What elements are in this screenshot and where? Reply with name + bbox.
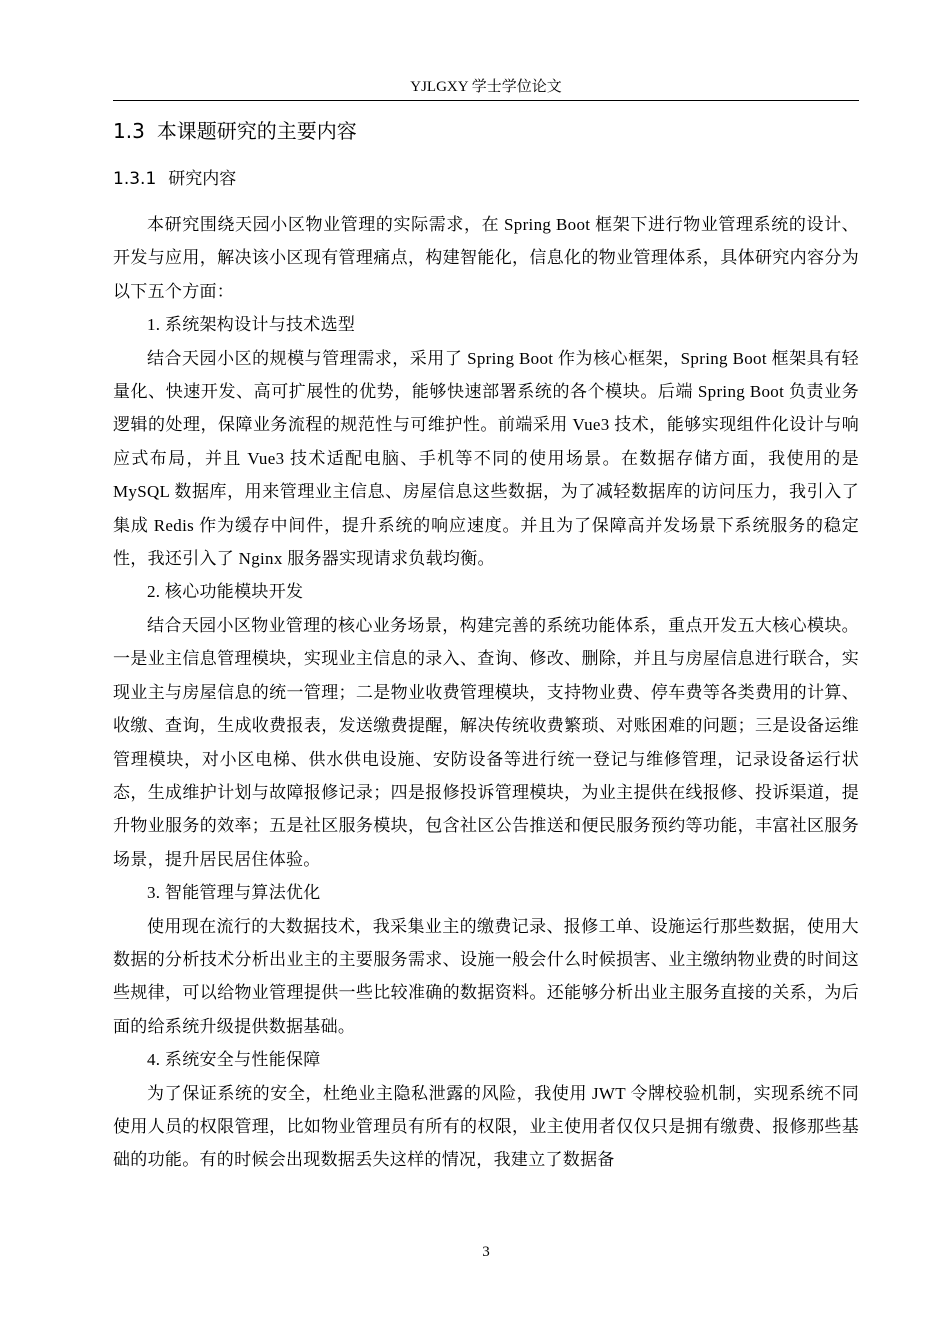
item2-title: 2. 核心功能模块开发 (147, 582, 304, 602)
item4-title: 4. 系统安全与性能保障 (147, 1050, 321, 1070)
section-heading (113, 116, 859, 146)
subsection-number: 1.3.1 (113, 169, 157, 189)
intro-paragraph: 本研究围绕天园小区物业管理的实际需求，在 Spring Boot 框架下进行物业管理系统的设计、开发与应用，解决该小区现有管理痛点，构建智能化，信息化的物业管理体系，具体研究内容分为以下五个方面： (113, 215, 859, 301)
item1-title: 1. 系统架构设计与技术选型 (147, 315, 356, 335)
section-number: 1.3 (113, 119, 145, 143)
item3-title: 3. 智能管理与算法优化 (147, 883, 321, 903)
item3-paragraph: 使用现在流行的大数据技术，我采集业主的缴费记录、报修工单、设施运行那些数据，使用大数据的分析技术分析出业主的主要服务需求、设施一般会什么时候损害、业主缴纳物业费的时间这些规律，可以给物业管理提供一些比较准确的数据资料。还能够分析出业主服务直接的关系，为后面的给系统升级提供数据基础。 (113, 916, 859, 1036)
section-title: 本课题研究的主要内容 (156, 119, 357, 143)
item1-paragraph: 结合天园小区的规模与管理需求，采用了 Spring Boot 作为核心框架，Spring Boot 框架具有轻量化、快速开发、高可扩展性的优势，能够快速部署系统的各个模块。后端 Spring Boot 负责业务逻辑的处理，保障业务流程的规范性与可维护性。前端采用 Vue3 技术，能够实现组件化设计与响应式布局，并且 Vue3 技术适配电脑、手机等不同的使用场景。在数据存储方面，我使用的是 MySQL 数据库，用来管理业主信息、房屋信息这些数据，为了减轻数据库的访问压力，我引入了集成 Redis 作为缓存中间件，提升系统的响应速度。并且为了保障高并发场景下系统服务的稳定性，我还引入了 Nginx 服务器实现请求负载均衡。 (113, 348, 859, 569)
body-text (113, 208, 859, 1177)
running-header: YJLGXY 学士学位论文 (410, 79, 562, 95)
page-content (113, 116, 859, 1177)
item2-paragraph: 结合天园小区物业管理的核心业务场景，构建完善的系统功能体系，重点开发五大核心模块。一是业主信息管理模块，实现业主信息的录入、查询、修改、删除，并且与房屋信息进行联合，实现业主与房屋信息的统一管理；二是物业收费管理模块，支持物业费、停车费等各类费用的计算、收缴、查询，生成收费报表，发送缴费提醒，解决传统收费繁琐、对账困难的问题；三是设备运维管理模块，对小区电梯、供水供电设施、安防设备等进行统一登记与维修管理，记录设备运行状态，生成维护计划与故障报修记录；四是报修投诉管理模块，为业主提供在线报修、投诉渠道，提升物业服务的效率；五是社区服务模块，包含社区公告推送和便民服务预约等功能，丰富社区服务场景，提升居民居住体验。 (113, 615, 859, 869)
page-number: 3 (482, 1244, 490, 1260)
header-rule (113, 100, 859, 101)
subsection-title: 研究内容 (168, 169, 237, 189)
item4-paragraph: 为了保证系统的安全，杜绝业主隐私泄露的风险，我使用 JWT 令牌校验机制，实现系统不同使用人员的权限管理，比如物业管理员有所有的权限，业主使用者仅仅只是拥有缴费、报修那些基础的功能。有的时候会出现数据丢失这样的情况，我建立了数据备 (113, 1083, 859, 1170)
subsection-heading (113, 164, 859, 194)
